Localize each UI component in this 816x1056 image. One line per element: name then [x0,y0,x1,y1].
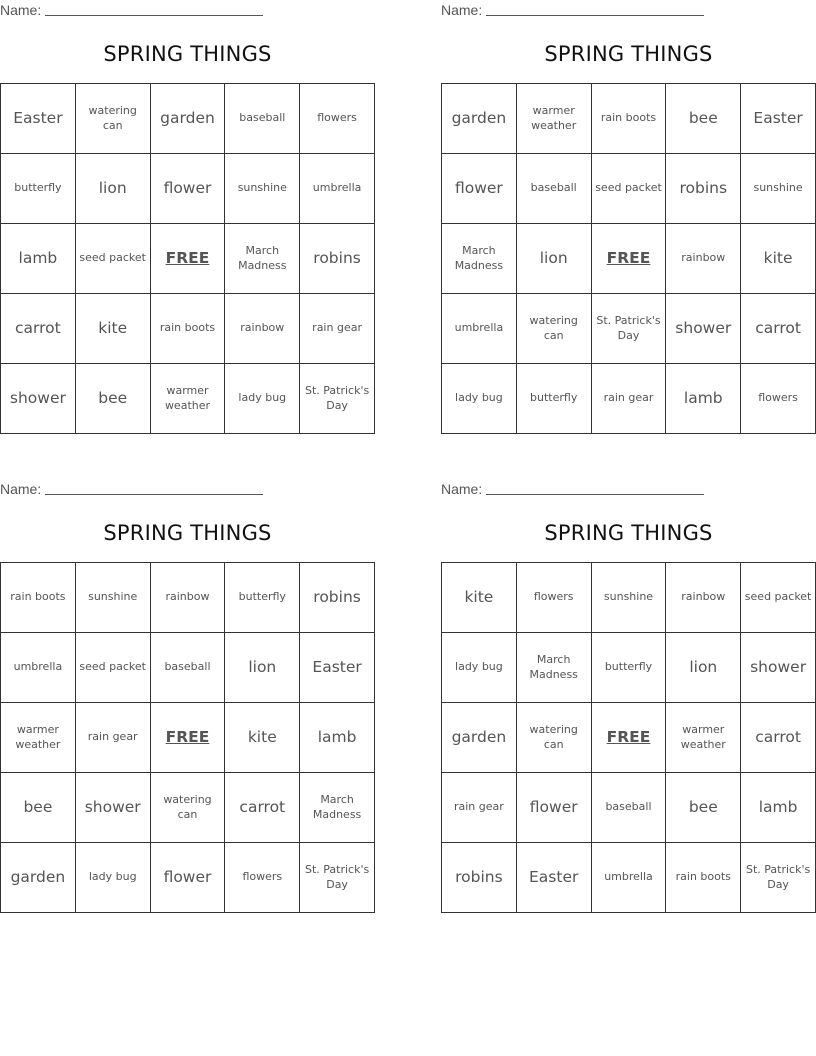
bingo-cell[interactable]: seed packet [741,563,816,633]
bingo-cell[interactable]: carrot [741,703,816,773]
bingo-cell[interactable]: flowers [741,364,816,434]
bingo-cell[interactable]: seed packet [76,224,151,294]
bingo-cell[interactable]: butterfly [225,563,300,633]
bingo-cell[interactable]: warmer weather [666,703,741,773]
bingo-cell[interactable]: Easter [300,633,375,703]
bingo-cell[interactable]: watering can [517,703,592,773]
card-title: SPRING THINGS [103,42,272,66]
bingo-cell[interactable]: umbrella [442,294,517,364]
bingo-cell[interactable]: March Madness [517,633,592,703]
name-label: Name: [441,481,483,497]
bingo-cell[interactable]: watering can [151,773,226,843]
bingo-cell[interactable]: rainbow [151,563,226,633]
bingo-cell[interactable]: sunshine [225,154,300,224]
bingo-cell[interactable]: rain gear [76,703,151,773]
bingo-cell[interactable]: shower [1,364,76,434]
bingo-cell[interactable]: lion [517,224,592,294]
bingo-cell[interactable]: garden [1,843,76,913]
bingo-cell[interactable]: flowers [300,84,375,154]
bingo-cell[interactable]: lamb [666,364,741,434]
bingo-cell[interactable]: garden [442,703,517,773]
name-field[interactable] [441,2,704,18]
bingo-cell[interactable]: warmer weather [151,364,226,434]
bingo-cell[interactable]: rain boots [592,84,667,154]
free-space-cell[interactable]: FREE [151,703,226,773]
bingo-cell[interactable]: St. Patrick's Day [300,364,375,434]
bingo-cell[interactable]: flower [442,154,517,224]
bingo-cell[interactable]: March Madness [225,224,300,294]
bingo-cell[interactable]: umbrella [1,633,76,703]
bingo-cell[interactable]: bee [666,84,741,154]
bingo-cell[interactable]: kite [225,703,300,773]
bingo-cell[interactable]: kite [442,563,517,633]
bingo-cell[interactable]: sunshine [592,563,667,633]
bingo-grid [441,562,816,913]
bingo-cell[interactable]: seed packet [76,633,151,703]
bingo-cell[interactable]: shower [741,633,816,703]
free-space-cell[interactable]: FREE [592,224,667,294]
card-title: SPRING THINGS [544,521,713,545]
bingo-cell[interactable]: sunshine [76,563,151,633]
bingo-cell[interactable]: lady bug [76,843,151,913]
bingo-cell[interactable]: lamb [741,773,816,843]
card-title: SPRING THINGS [103,521,272,545]
bingo-cell[interactable]: flower [517,773,592,843]
bingo-cell[interactable]: garden [442,84,517,154]
bingo-cell[interactable]: St. Patrick's Day [300,843,375,913]
card-title: SPRING THINGS [544,42,713,66]
bingo-cell[interactable]: flowers [517,563,592,633]
bingo-cell[interactable]: shower [666,294,741,364]
bingo-cell[interactable]: carrot [741,294,816,364]
bingo-cell[interactable]: lady bug [442,633,517,703]
bingo-cell[interactable]: baseball [517,154,592,224]
bingo-cell[interactable]: rain gear [592,364,667,434]
bingo-card-2 [441,0,816,432]
bingo-cell[interactable]: Easter [1,84,76,154]
name-blank-line[interactable] [45,3,263,16]
bingo-cell[interactable]: lamb [1,224,76,294]
bingo-cell[interactable]: rain gear [442,773,517,843]
bingo-cell[interactable]: watering can [517,294,592,364]
bingo-cell[interactable]: rain boots [666,843,741,913]
name-blank-line[interactable] [45,482,263,495]
bingo-cell[interactable]: kite [76,294,151,364]
bingo-cell[interactable]: watering can [76,84,151,154]
bingo-cell[interactable]: robins [300,224,375,294]
name-field[interactable] [0,2,263,18]
bingo-cell[interactable]: rainbow [225,294,300,364]
bingo-grid [441,83,816,434]
bingo-cell[interactable]: lady bug [442,364,517,434]
bingo-cell[interactable]: rainbow [666,563,741,633]
bingo-cell[interactable]: butterfly [592,633,667,703]
bingo-cell[interactable]: flower [151,843,226,913]
name-label: Name: [441,2,483,18]
bingo-cell[interactable]: robins [442,843,517,913]
bingo-cell[interactable]: butterfly [517,364,592,434]
bingo-cell[interactable]: rain boots [151,294,226,364]
bingo-cell[interactable]: warmer weather [517,84,592,154]
bingo-cell[interactable]: baseball [225,84,300,154]
bingo-cell[interactable]: umbrella [300,154,375,224]
name-label: Name: [0,481,42,497]
bingo-cell[interactable]: garden [151,84,226,154]
name-blank-line[interactable] [486,482,704,495]
bingo-cell[interactable]: bee [76,364,151,434]
bingo-cell[interactable]: umbrella [592,843,667,913]
bingo-card-1 [0,0,375,432]
bingo-grid [0,83,375,434]
free-space-cell[interactable]: FREE [592,703,667,773]
bingo-grid [0,562,375,913]
free-space-cell[interactable]: FREE [151,224,226,294]
bingo-cell[interactable]: rain boots [1,563,76,633]
bingo-cell[interactable]: carrot [1,294,76,364]
bingo-cell[interactable]: kite [741,224,816,294]
bingo-cell[interactable]: rainbow [666,224,741,294]
bingo-cell[interactable]: flower [151,154,226,224]
bingo-cell[interactable]: warmer weather [1,703,76,773]
name-blank-line[interactable] [486,3,704,16]
bingo-cell[interactable]: shower [76,773,151,843]
bingo-cell[interactable]: carrot [225,773,300,843]
bingo-cell[interactable]: robins [666,154,741,224]
bingo-cell[interactable]: flowers [225,843,300,913]
bingo-cell[interactable]: baseball [592,773,667,843]
bingo-cell[interactable]: baseball [151,633,226,703]
bingo-card-3 [0,479,375,911]
bingo-cell[interactable]: lion [225,633,300,703]
bingo-card-4 [441,479,816,911]
bingo-cell[interactable]: sunshine [741,154,816,224]
bingo-cell[interactable]: lady bug [225,364,300,434]
bingo-cell[interactable]: St. Patrick's Day [741,843,816,913]
bingo-cell[interactable]: bee [666,773,741,843]
bingo-cell[interactable]: butterfly [1,154,76,224]
bingo-cell[interactable]: Easter [741,84,816,154]
bingo-cell[interactable]: robins [300,563,375,633]
name-field[interactable] [0,481,263,497]
bingo-cell[interactable]: lion [666,633,741,703]
name-label: Name: [0,2,42,18]
bingo-cell[interactable]: March Madness [300,773,375,843]
bingo-cell[interactable]: lion [76,154,151,224]
bingo-cell[interactable]: rain gear [300,294,375,364]
bingo-cell[interactable]: March Madness [442,224,517,294]
bingo-cell[interactable]: Easter [517,843,592,913]
bingo-cell[interactable]: lamb [300,703,375,773]
bingo-cell[interactable]: seed packet [592,154,667,224]
bingo-cell[interactable]: St. Patrick's Day [592,294,667,364]
name-field[interactable] [441,481,704,497]
bingo-cell[interactable]: bee [1,773,76,843]
